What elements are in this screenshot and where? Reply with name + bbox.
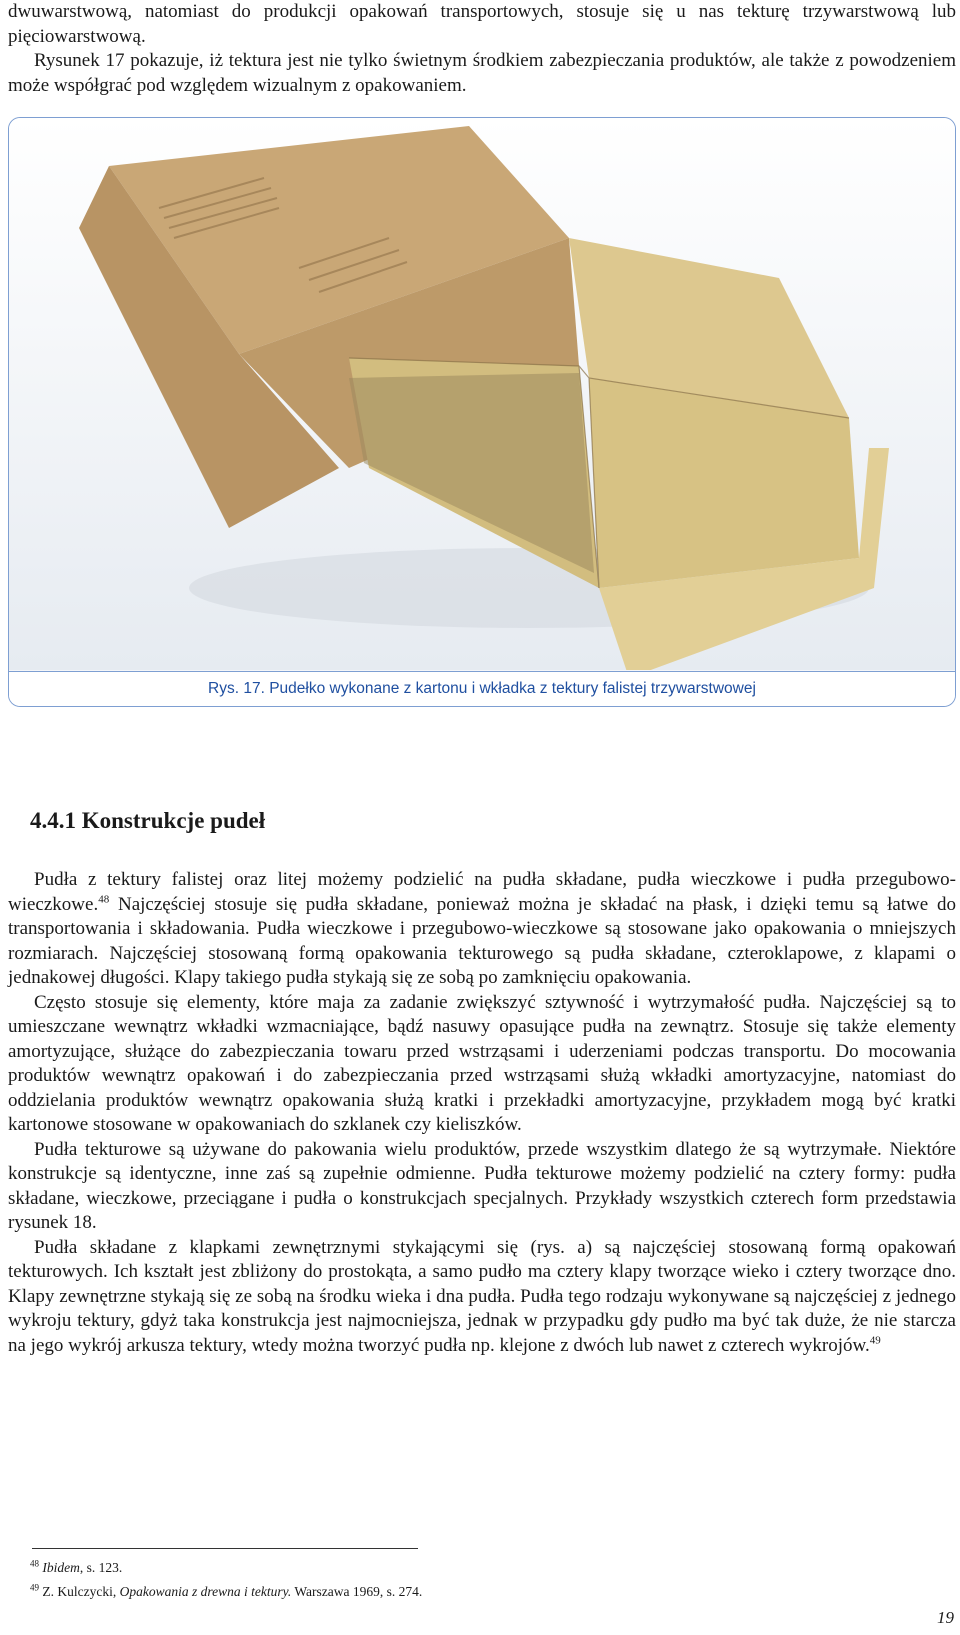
footnote-49-title: Opakowania z drewna i tektury. xyxy=(119,1584,292,1599)
paragraph-1-text: Pudła z tektury falistej oraz litej możemy podzielić na pudła składane, pudła wieczkowe i pudła przegubowo-wieczkowe. xyxy=(8,869,956,915)
footnote-48-title: Ibidem xyxy=(42,1560,80,1575)
footnote-49-number: 49 xyxy=(30,1582,39,1593)
footnote-48-rest: , s. 123. xyxy=(79,1560,123,1575)
footnote-49-author: Z. Kulczycki, xyxy=(39,1584,120,1599)
section-heading: 4.4.1 Konstrukcje pudeł xyxy=(30,808,266,833)
intro-line-2: Rysunek 17 pokazuje, iż tektura jest nie tylko świetnym środkiem zabezpieczania produktów, ale także z powodzeniem może współgrać pod względem wizualnym z opakowaniem. xyxy=(8,50,956,96)
paragraph-1 xyxy=(8,868,956,991)
intro-text xyxy=(8,0,956,98)
page-number: 19 xyxy=(937,1608,954,1627)
paragraph-2: Często stosuje się elementy, które maja za zadanie zwiększyć sztywność i wytrzymałość pudła. Najczęściej są to umieszczane wewnątrz wkładki wzmacniające, bądź nasuwy opasujące pudła na zewnątrz. Stosuje się także elementy amortyzujące, służące do zabezpieczania towaru przed wstrząsami i uderzeniami podczas transportu. Do mocowania produktów wewnątrz opakowań i do zabezpieczania przed wstrząsami służą wkładki amortyzacyjne, natomiast do oddzielania produktów wewnątrz opakowania służą kratki i przekładki amortyzacyjne, przykładem mogą być kratki kartonowe stosowane w opakowaniach do szklanek czy kieliszków. xyxy=(8,991,956,1135)
footnote-48 xyxy=(30,1560,122,1576)
paragraph-3: Pudła tekturowe są używane do pakowania wielu produktów, przede wszystkim dlatego że są wytrzymałe. Niektóre konstrukcje są identyczne, inne zaś są zupełnie odmienne. Pudła tekturowe możemy podzielić na cztery formy: pudła składane, wieczkowe, przeciągane i pudła o konstrukcjach specjalnych. Przykłady wszystkich czterech form przedstawia rysunek 18. xyxy=(8,1138,956,1233)
paragraph-1-text-cont: Najczęściej stosuje się pudła składane, ponieważ można je składać na płask, i dzięki temu są łatwe do transportowania i składowania. Pudła wieczkowe i przegubowo-wieczkowe są stosowane jako opakowania o mniejszych rozmiarach. Najczęściej stosowaną formą opakowania tekturowego są pudła składane, czteroklapowe, z klapami o jednakowej długości. Klapy takiego pudła stykają się ze sobą po zamknięciu opakowania. xyxy=(8,893,956,988)
figure-caption: Rys. 17. Pudełko wykonane z kartonu i wkładka z tektury falistej trzywarstwowej xyxy=(9,671,955,706)
footnote-49-rest: Warszawa 1969, s. 274. xyxy=(291,1584,423,1599)
box-photo xyxy=(9,118,955,670)
footnote-rule xyxy=(32,1548,418,1549)
footnote-48-number: 48 xyxy=(30,1558,39,1569)
footnote-ref-49[interactable]: 49 xyxy=(869,1334,881,1347)
figure-17 xyxy=(8,117,956,707)
paragraph-4-text: Pudła składane z klapkami zewnętrznymi stykającymi się (rys. a) są najczęściej stosowaną formą opakowań tekturowych. Ich kształt jest zbliżony do prostokąta, a samo pudło ma cztery klapy tworzące wieko i cztery tworzące dno. Klapy zewnętrzne stykają się ze sobą na środku wieka i dna pudła. Pudła tego rodzaju wykonywane są najczęściej z jednego wykroju tektury, gdyż taka konstrukcja jest najmocniejsza, jednak w przypadku gdy pudło ma być tak duże, że nie starcza na jego wykrój arkusza tektury, wtedy można tworzyć pudła np. klejone z dwóch lub nawet z czterech wykrojów. xyxy=(8,1236,956,1356)
footnote-ref-48[interactable]: 48 xyxy=(98,893,110,906)
footnote-49 xyxy=(30,1584,422,1600)
intro-line-1: dwuwarstwową, natomiast do produkcji opakowań transportowych, stosuje się u nas tekturę trzywarstwową lub pięciowarstwową. xyxy=(8,1,956,47)
body-text xyxy=(8,868,956,1358)
paragraph-4 xyxy=(8,1236,956,1359)
